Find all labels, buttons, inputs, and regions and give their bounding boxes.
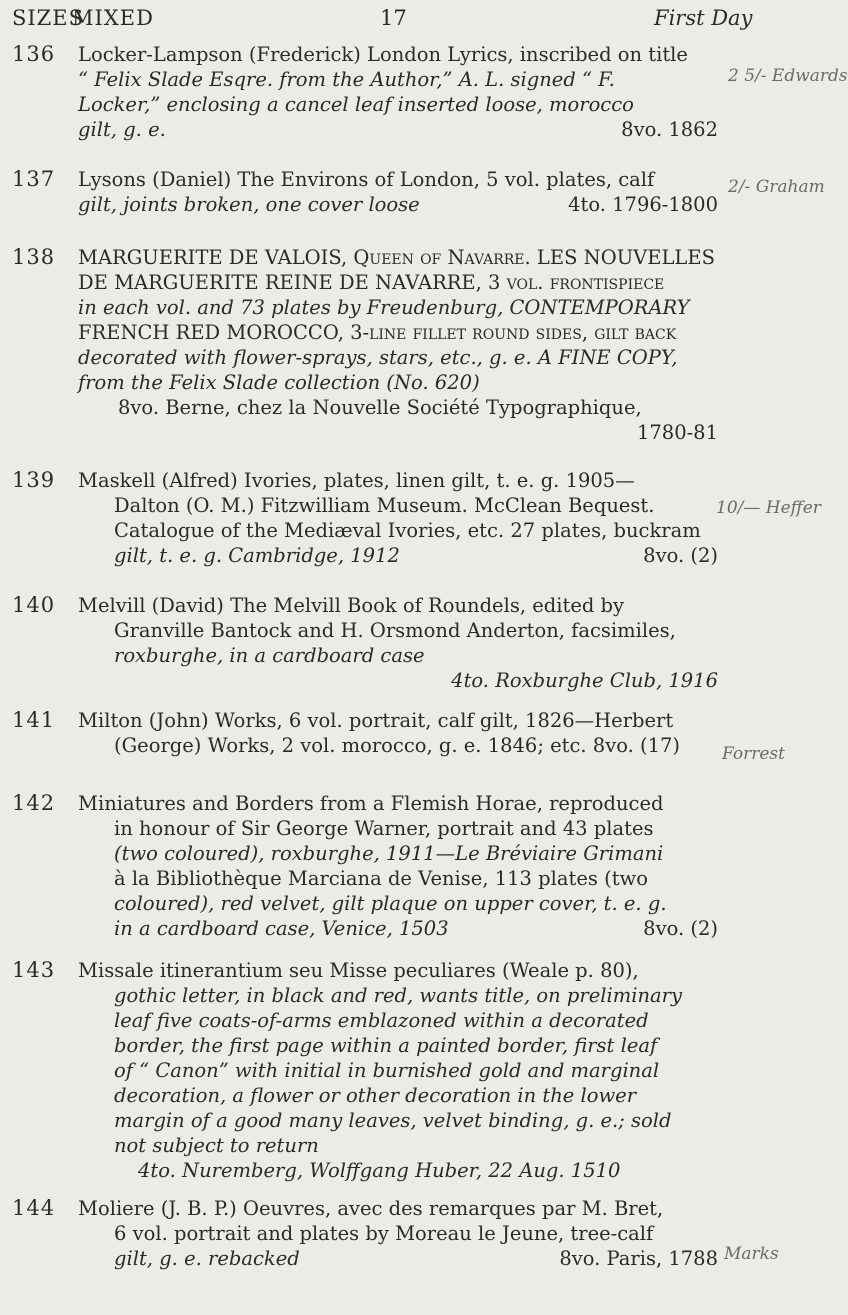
lot-description [78, 1196, 718, 1271]
lot-line: gilt, g. e. [78, 118, 166, 141]
lot-number: 139 [12, 468, 56, 492]
page-number: 17 [380, 6, 407, 30]
lot-line: Catalogue of the Mediæval Ivories, etc. 27 plates, buckram [114, 519, 701, 542]
lot-description [78, 245, 718, 445]
lot-number: 143 [12, 958, 56, 982]
lot-line: 8vo. Berne, chez la Nouvelle Société Typographique, [118, 396, 642, 419]
lot-line: à la Bibliothèque Marciana de Venise, 113 plates (two [114, 867, 648, 890]
lot-line: Missale itinerantium seu Misse peculiares (Weale p. 80), [78, 959, 639, 982]
lot-format: 4to. 1796-1800 [568, 193, 718, 216]
lot-line: roxburghe, in a cardboard case [114, 644, 425, 667]
lot-line: Locker-Lampson (Frederick) London Lyrics, inscribed on title [78, 43, 688, 66]
price-annotation: Marks [724, 1244, 779, 1264]
header-sizes: SIZES [12, 6, 84, 30]
lot-description [78, 167, 718, 217]
lot-line: decoration, a flower or other decoration in the lower [114, 1084, 637, 1107]
lot-line: Dalton (O. M.) Fitzwilliam Museum. McClean Bequest. [114, 494, 655, 517]
lot-format: 8vo. (2) [643, 917, 718, 940]
lot-line: from the Felix Slade collection (No. 620) [78, 371, 480, 394]
lot-description [78, 958, 718, 1183]
lot-description [78, 593, 718, 693]
lot-description [78, 42, 718, 142]
price-annotation: Forrest [722, 744, 785, 764]
header-mixed: MIXED [72, 6, 154, 30]
price-annotation: 2 5/- Edwards [728, 66, 848, 86]
lot-number: 140 [12, 593, 56, 617]
lot-line: Moliere (J. B. P.) Oeuvres, avec des remarques par M. Bret, [78, 1197, 664, 1220]
lot-format: 8vo. (2) [643, 544, 718, 567]
lot-line: Maskell (Alfred) Ivories, plates, linen gilt, t. e. g. 1905— [78, 469, 635, 492]
lot-format: 8vo. 1862 [621, 118, 718, 141]
lot-line: not subject to return [114, 1134, 319, 1157]
lot-line: DE MARGUERITE REINE DE NAVARRE, 3 vol. frontispiece [78, 271, 665, 294]
lot-line: gilt, t. e. g. Cambridge, 1912 [114, 544, 400, 567]
lot-line: Locker,” enclosing a cancel leaf inserted loose, morocco [78, 93, 634, 116]
lot-number: 137 [12, 167, 56, 191]
lot-line: gothic letter, in black and red, wants title, on preliminary [114, 984, 682, 1007]
lot-line: in each vol. and 73 plates by Freudenburg, CONTEMPORARY [78, 296, 690, 319]
lot-line: gilt, joints broken, one cover loose [78, 193, 420, 216]
lot-line: (George) Works, 2 vol. morocco, g. e. 1846; etc. 8vo. (17) [114, 734, 681, 757]
sale-day: First Day [654, 6, 753, 30]
lot-description [78, 708, 718, 758]
lot-line: border, the first page within a painted border, first leaf [114, 1034, 658, 1057]
lot-line: (two coloured), roxburghe, 1911—Le Bréviaire Grimani [114, 842, 664, 865]
lot-line: leaf five coats-of-arms emblazoned within a decorated [114, 1009, 649, 1032]
lot-line: Melvill (David) The Melvill Book of Roundels, edited by [78, 594, 625, 617]
price-annotation: 2/- Graham [728, 177, 825, 197]
lot-line: in honour of Sir George Warner, portrait and 43 plates [114, 817, 654, 840]
lot-line: coloured), red velvet, gilt plaque on upper cover, t. e. g. [114, 892, 667, 915]
lot-line: Milton (John) Works, 6 vol. portrait, calf gilt, 1826—Herbert [78, 709, 674, 732]
lot-number: 141 [12, 708, 56, 732]
lot-line: of “ Canon” with initial in burnished gold and marginal [114, 1059, 660, 1082]
lot-number: 144 [12, 1196, 56, 1220]
page-header [12, 6, 790, 36]
lot-line: Miniatures and Borders from a Flemish Horae, reproduced [78, 792, 664, 815]
price-annotation: 10/— Heffer [716, 498, 821, 518]
lot-line: Lysons (Daniel) The Environs of London, 5 vol. plates, calf [78, 168, 655, 191]
lot-description [78, 791, 718, 941]
lot-line: 4to. Nuremberg, Wolffgang Huber, 22 Aug. 1510 [138, 1159, 621, 1182]
lot-line: gilt, g. e. rebacked [114, 1247, 300, 1270]
lot-line: in a cardboard case, Venice, 1503 [114, 917, 449, 940]
lot-description [78, 468, 718, 568]
lot-line: FRENCH RED MOROCCO, 3-line fillet round sides, gilt back [78, 321, 677, 344]
lot-number: 142 [12, 791, 56, 815]
lot-line: Granville Bantock and H. Orsmond Anderton, facsimiles, [114, 619, 676, 642]
lot-line: “ Felix Slade Esqre. from the Author,” A. L. signed “ F. [78, 68, 615, 91]
lot-format: 4to. Roxburghe Club, 1916 [451, 669, 718, 692]
lot-line: decorated with flower-sprays, stars, etc., g. e. A FINE COPY, [78, 346, 678, 369]
lot-line: 6 vol. portrait and plates by Moreau le Jeune, tree-calf [114, 1222, 654, 1245]
lot-line: MARGUERITE DE VALOIS, Queen of Navarre. LES NOUVELLES [78, 246, 715, 269]
lot-number: 136 [12, 42, 56, 66]
lot-number: 138 [12, 245, 56, 269]
lot-format: 1780-81 [636, 421, 718, 444]
lot-format: 8vo. Paris, 1788 [559, 1247, 718, 1270]
lot-line: margin of a good many leaves, velvet binding, g. e.; sold [114, 1109, 672, 1132]
